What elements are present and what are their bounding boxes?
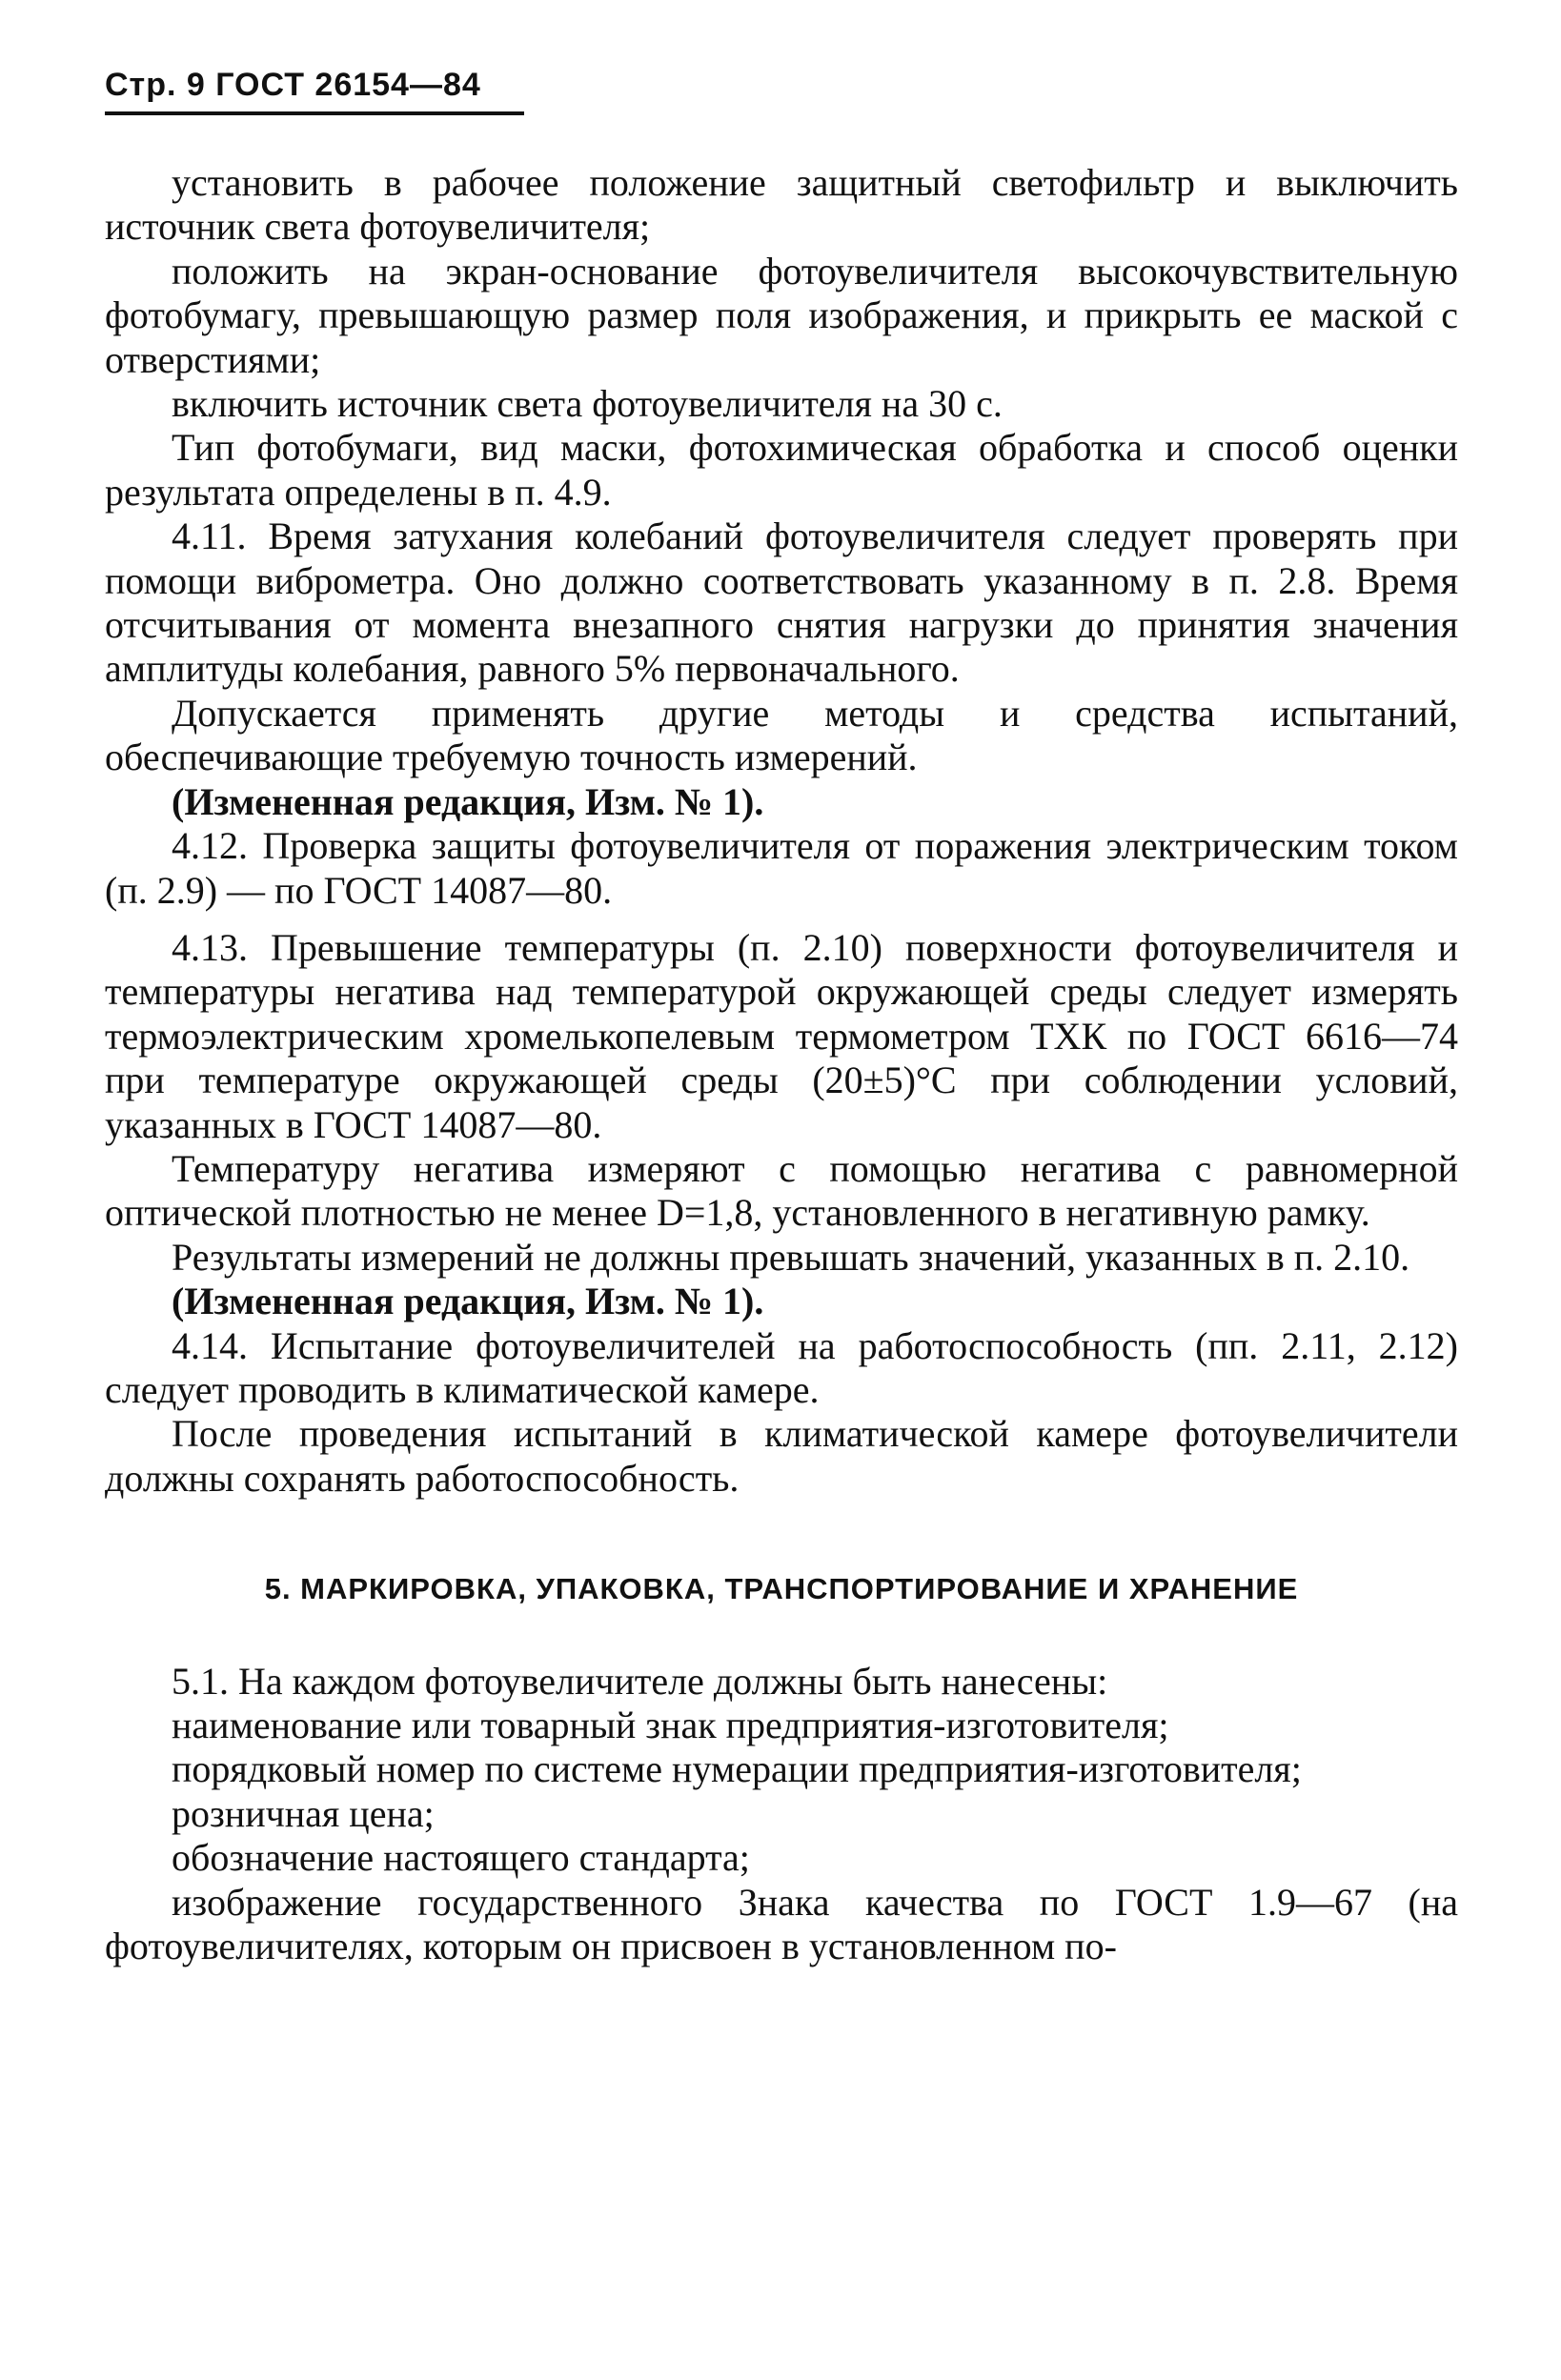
section-title: 5. МАРКИРОВКА, УПАКОВКА, ТРАНСПОРТИРОВАНИЕ И ХРАНЕНИЕ xyxy=(264,1572,1299,1606)
list-item: изображение государственного Знака качества по ГОСТ 1.9—67 (на фотоувеличителях, которым он присвоен в установленном по- xyxy=(105,1880,1458,1968)
paragraph: Допускается применять другие методы и средства испытаний, обеспечивающие требуемую точность измерений. xyxy=(105,691,1458,779)
paragraph: После проведения испытаний в климатической камере фотоувеличители должны сохранять работоспособность. xyxy=(105,1412,1458,1500)
paragraph: установить в рабочее положение защитный светофильтр и выключить источник света фотоувеличителя; xyxy=(105,161,1458,249)
amendment-note: (Измененная редакция, Изм. № 1). xyxy=(172,1280,764,1323)
paragraph: Тип фотобумаги, вид маски, фотохимическая обработка и способ оценки результата определены в п. 4.9. xyxy=(105,426,1458,514)
paragraph-4-13: 4.13. Превышение температуры (п. 2.10) поверхности фотоувеличителя и температуры негатива над температурой окружающей среды следует измерять термоэлектрическим хромелькопелевым термометром ТХК по ГОСТ 6616—74 при температуре окружающей среды (20±5)°С при соблюдении условий, указанных в ГОСТ 14087—80. xyxy=(105,925,1458,1146)
list-item: розничная цена; xyxy=(172,1791,435,1835)
list-item: наименование или товарный знак предприятия-изготовителя; xyxy=(172,1704,1169,1746)
paragraph: включить источник света фотоувеличителя на 30 с. xyxy=(172,382,1003,426)
page-header: Стр. 9 ГОСТ 26154—84 xyxy=(105,67,524,115)
paragraph-4-12: 4.12. Проверка защиты фотоувеличителя от поражения электрическим током (п. 2.9) — по ГОСТ 14087—80. xyxy=(105,824,1458,912)
paragraph-5-1: 5.1. На каждом фотоувеличителе должны быть нанесены: xyxy=(172,1659,1108,1703)
amendment-note: (Измененная редакция, Изм. № 1). xyxy=(172,779,764,823)
body-text xyxy=(105,161,1458,1968)
paragraph: Результаты измерений не должны превышать значений, указанных в п. 2.10. xyxy=(172,1235,1410,1279)
document-page xyxy=(105,67,1458,1968)
paragraph: Температуру негатива измеряют с помощью негатива с равномерной оптической плотностью не менее D=1,8, установленного в негативную рамку. xyxy=(105,1146,1458,1235)
paragraph-4-11: 4.11. Время затухания колебаний фотоувеличителя следует проверять при помощи виброметра. Оно должно соответствовать указанному в п. 2.8. Время отсчитывания от момента внезапного снятия нагрузки до принятия значения амплитуды колебания, равного 5% первоначального. xyxy=(105,514,1458,691)
list-item: обозначение настоящего стандарта; xyxy=(172,1836,750,1880)
paragraph: положить на экран-основание фотоувеличителя высокочувствительную фотобумагу, превышающую размер поля изображения, и прикрыть ее маской с отверстиями; xyxy=(105,249,1458,381)
list-item: порядковый номер по системе нумерации предприятия-изготовителя; xyxy=(172,1747,1302,1791)
paragraph-4-14: 4.14. Испытание фотоувеличителей на работоспособность (пп. 2.11, 2.12) следует проводить в климатической камере. xyxy=(105,1323,1458,1411)
